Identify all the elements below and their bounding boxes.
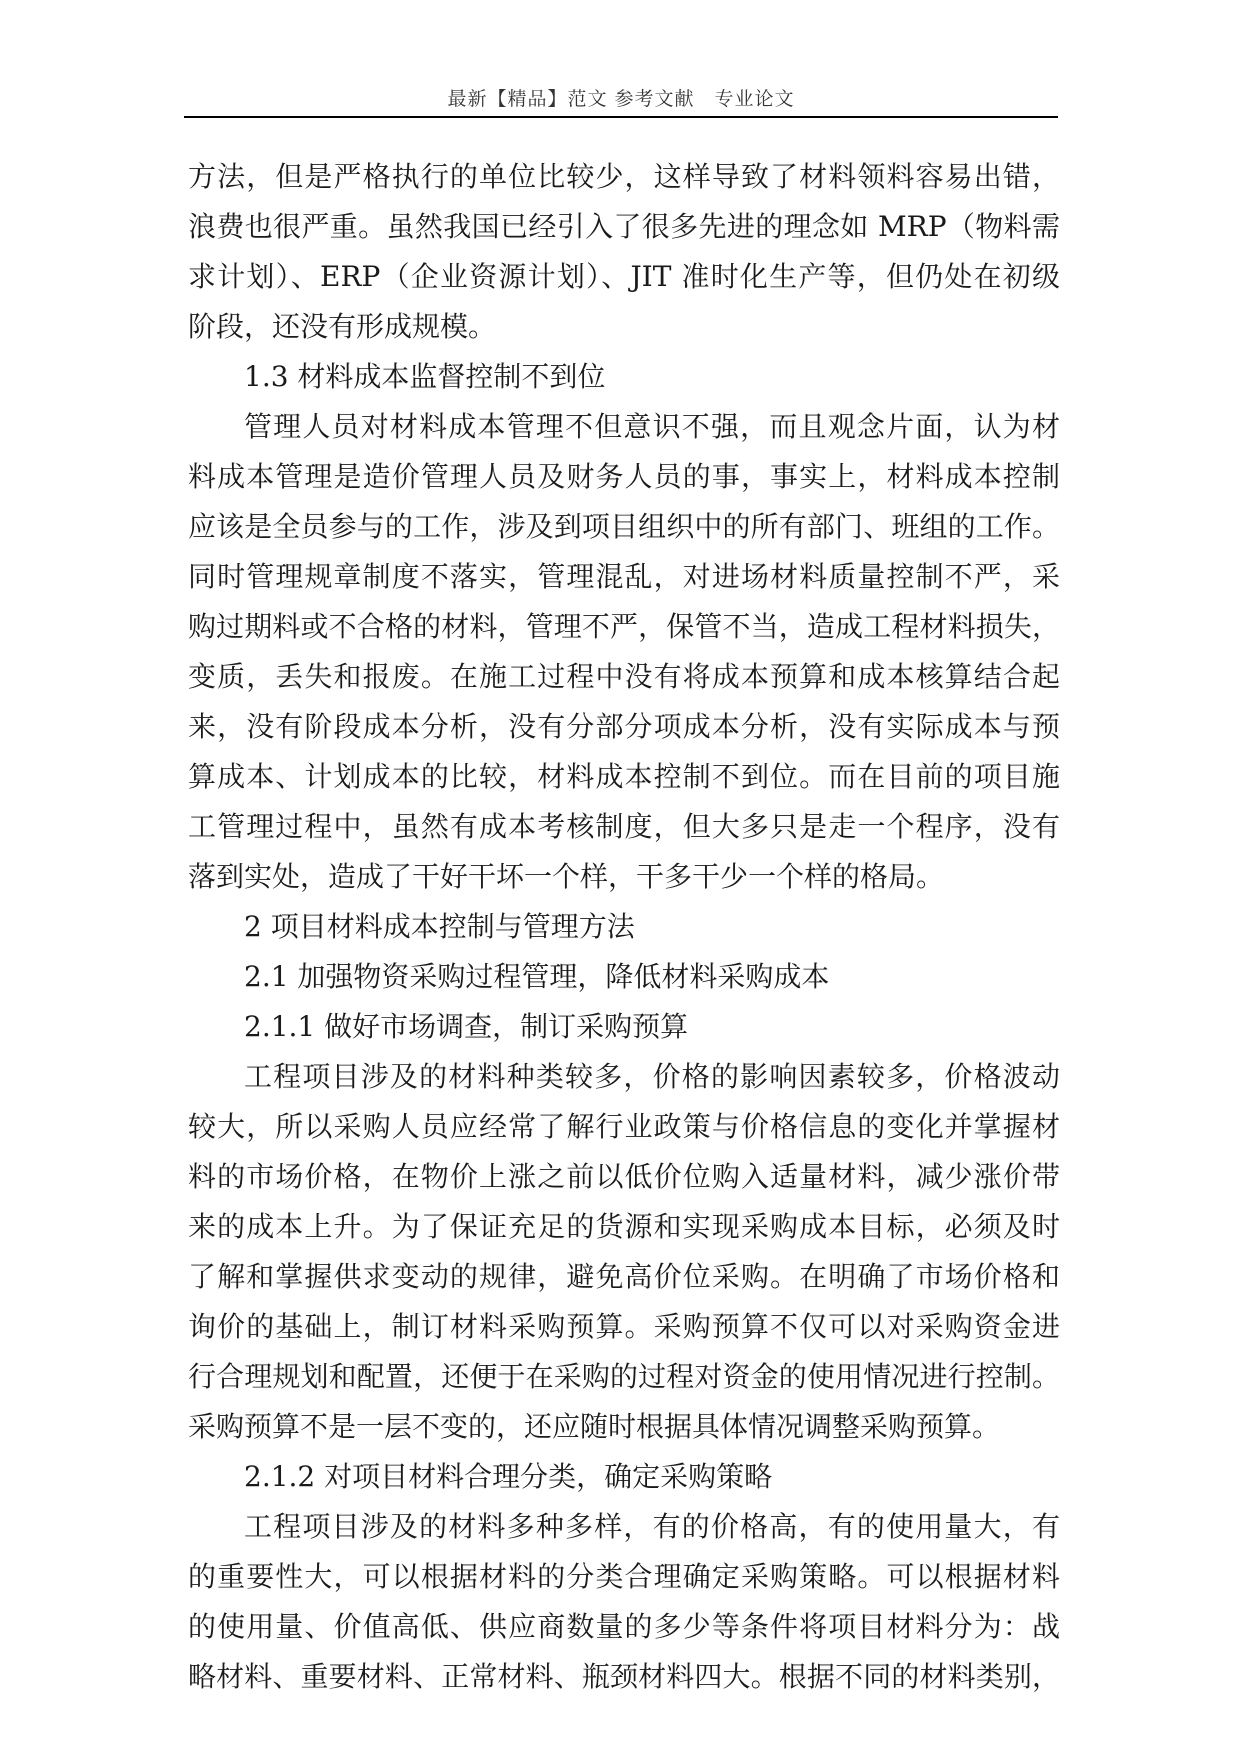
paragraph-line: 方法，但是严格执行的单位比较少，这样导致了材料领料容易出错， bbox=[188, 160, 1060, 193]
document-body bbox=[188, 152, 1060, 1702]
paragraph-line: 了解和掌握供求变动的规律，避免高价位采购。在明确了市场价格和 bbox=[188, 1260, 1060, 1293]
paragraph-line: 料的市场价格，在物价上涨之前以低价位购入适量材料，减少涨价带 bbox=[188, 1160, 1060, 1193]
paragraph-first-line: 工程项目涉及的材料多种多样，有的价格高，有的使用量大，有 bbox=[244, 1510, 1060, 1543]
paragraph-last-line: 阶段，还没有形成规模。 bbox=[188, 310, 497, 343]
section-heading: 2.1.2 对项目材料合理分类，确定采购策略 bbox=[244, 1460, 773, 1493]
paragraph-line: 变质，丢失和报废。在施工过程中没有将成本预算和成本核算结合起 bbox=[188, 660, 1060, 693]
page-header: 最新【精品】范文 参考文献 专业论文 bbox=[447, 88, 795, 110]
paragraph-last-line: 采购预算不是一层不变的，还应随时根据具体情况调整采购预算。 bbox=[188, 1410, 1001, 1443]
paragraph-line: 来的成本上升。为了保证充足的货源和实现采购成本目标，必须及时 bbox=[188, 1210, 1060, 1243]
paragraph-line: 的重要性大，可以根据材料的分类合理确定采购策略。可以根据材料 bbox=[188, 1560, 1060, 1593]
paragraph-line: 来，没有阶段成本分析，没有分部分项成本分析，没有实际成本与预 bbox=[188, 710, 1060, 743]
paragraph-line: 的使用量、价值高低、供应商数量的多少等条件将项目材料分为：战 bbox=[188, 1610, 1060, 1643]
paragraph-line: 工管理过程中，虽然有成本考核制度，但大多只是走一个程序，没有 bbox=[188, 810, 1060, 843]
paragraph-first-line: 工程项目涉及的材料种类较多，价格的影响因素较多，价格波动 bbox=[244, 1060, 1060, 1093]
paragraph-line: 询价的基础上，制订材料采购预算。采购预算不仅可以对采购资金进 bbox=[188, 1310, 1060, 1343]
section-heading: 2 项目材料成本控制与管理方法 bbox=[244, 910, 635, 943]
paragraph-line: 较大，所以采购人员应经常了解行业政策与价格信息的变化并掌握材 bbox=[188, 1110, 1060, 1143]
paragraph-line: 浪费也很严重。虽然我国已经引入了很多先进的理念如 MRP（物料需 bbox=[188, 210, 1060, 243]
paragraph-line: 略材料、重要材料、正常材料、瓶颈材料四大。根据不同的材料类别， bbox=[188, 1660, 1060, 1693]
paragraph-line: 同时管理规章制度不落实，管理混乱，对进场材料质量控制不严，采 bbox=[188, 560, 1060, 593]
section-heading: 2.1 加强物资采购过程管理，降低材料采购成本 bbox=[244, 960, 830, 993]
paragraph-line: 算成本、计划成本的比较，材料成本控制不到位。而在目前的项目施 bbox=[188, 760, 1060, 793]
section-heading: 2.1.1 做好市场调查，制订采购预算 bbox=[244, 1010, 689, 1043]
header-rule bbox=[184, 116, 1058, 118]
paragraph-line: 求计划）、ERP（企业资源计划）、JIT 准时化生产等，但仍处在初级 bbox=[188, 260, 1060, 293]
paragraph-line: 购过期料或不合格的材料，管理不严，保管不当，造成工程材料损失， bbox=[188, 610, 1060, 643]
paragraph-line: 应该是全员参与的工作，涉及到项目组织中的所有部门、班组的工作。 bbox=[188, 510, 1060, 543]
paragraph-first-line: 管理人员对材料成本管理不但意识不强，而且观念片面，认为材 bbox=[244, 410, 1060, 443]
paragraph-line: 行合理规划和配置，还便于在采购的过程对资金的使用情况进行控制。 bbox=[188, 1360, 1060, 1393]
paragraph-last-line: 落到实处，造成了干好干坏一个样，干多干少一个样的格局。 bbox=[188, 860, 945, 893]
paragraph-line: 料成本管理是造价管理人员及财务人员的事，事实上，材料成本控制 bbox=[188, 460, 1060, 493]
section-heading: 1.3 材料成本监督控制不到位 bbox=[244, 360, 606, 393]
